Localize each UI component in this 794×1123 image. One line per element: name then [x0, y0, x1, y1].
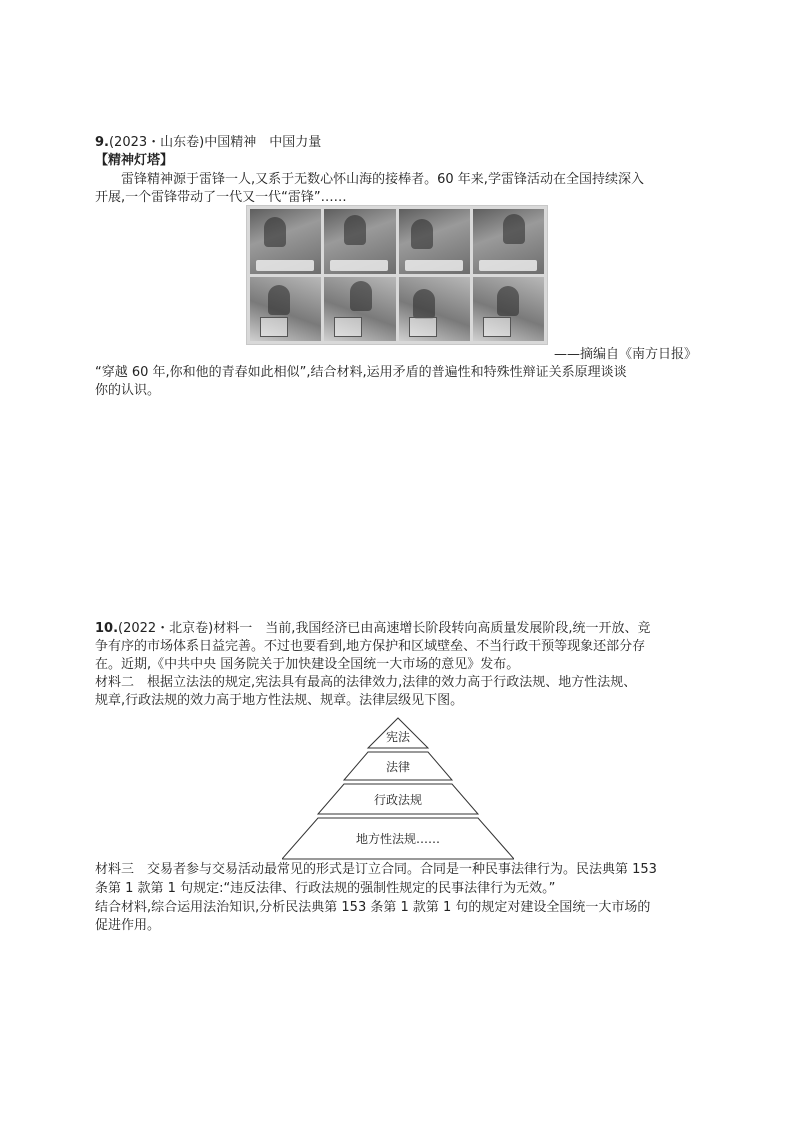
collage-photo [399, 209, 470, 274]
q10-material-3-line-2: 条第 1 款第 1 句规定:“违反法律、行政法规的强制性规定的民事法律行为无效。” [95, 881, 556, 896]
q9-question-line-2: 你的认识。 [95, 383, 161, 398]
q10-m1-text: (2022・北京卷)材料一 当前,我国经济已由高速增长阶段转向高质量发展阶段,统一开放、竞 [118, 621, 651, 636]
q9-paragraph-line-2: 开展,一个雷锋带动了一代又一代“雷锋”…… [95, 190, 347, 205]
pyramid-label-constitution: 宪法 [385, 730, 411, 744]
collage-photo [324, 277, 395, 342]
q10-task-line-1: 结合材料,综合运用法治知识,分析民法典第 153 条第 1 款第 1 句的规定对建设全国统一大市场的 [95, 900, 651, 915]
q9-question-line-1: “穿越 60 年,你和他的青春如此相似”,结合材料,运用矛盾的普遍性和特殊性辩证关系原理谈谈 [95, 365, 627, 380]
q10-material-1-line-2: 争有序的市场体系日益完善。不过也要看到,地方保护和区域壁垒、不当行政干预等现象还部分存 [95, 639, 646, 654]
q9-section-title: 【精神灯塔】 [95, 153, 174, 168]
q10-material-3-line-1: 材料三 交易者参与交易活动最常见的形式是订立合同。合同是一种民事法律行为。民法典第 153 [95, 862, 657, 877]
collage-photo [473, 209, 544, 274]
collage-photo [473, 277, 544, 342]
q10-material-2-line-2: 规章,行政法规的效力高于地方性法规、规章。法律层级见下图。 [95, 693, 464, 708]
q9-number: 9. [95, 135, 109, 150]
law-hierarchy-pyramid [282, 717, 514, 861]
collage-photo [399, 277, 470, 342]
q10-number: 10. [95, 621, 119, 636]
collage-photo [250, 277, 321, 342]
collage-photo [324, 209, 395, 274]
pyramid-label-law: 法律 [385, 760, 411, 774]
q10-material-1-line-1 [95, 620, 651, 638]
collage-photo [250, 209, 321, 274]
q9-header [95, 134, 321, 152]
lei-feng-photo-collage [246, 205, 548, 345]
q10-material-1-line-3: 在。近期,《中共中央 国务院关于加快建设全国统一大市场的意见》发布。 [95, 657, 520, 672]
pyramid-label-administrative-regulations: 行政法规 [373, 793, 423, 807]
q9-paragraph-line-1: 雷锋精神源于雷锋一人,又系于无数心怀山海的接棒者。60 年来,学雷锋活动在全国持续深入 [121, 172, 644, 187]
q9-source-citation: ——摘编自《南方日报》 [553, 347, 697, 362]
q10-task-line-2: 促进作用。 [95, 918, 161, 933]
q9-header-text: (2023・山东卷)中国精神 中国力量 [108, 135, 322, 150]
pyramid-label-local-regulations: 地方性法规…… [355, 832, 441, 846]
q10-material-2-line-1: 材料二 根据立法法的规定,宪法具有最高的法律效力,法律的效力高于行政法规、地方性法规、 [95, 675, 637, 690]
